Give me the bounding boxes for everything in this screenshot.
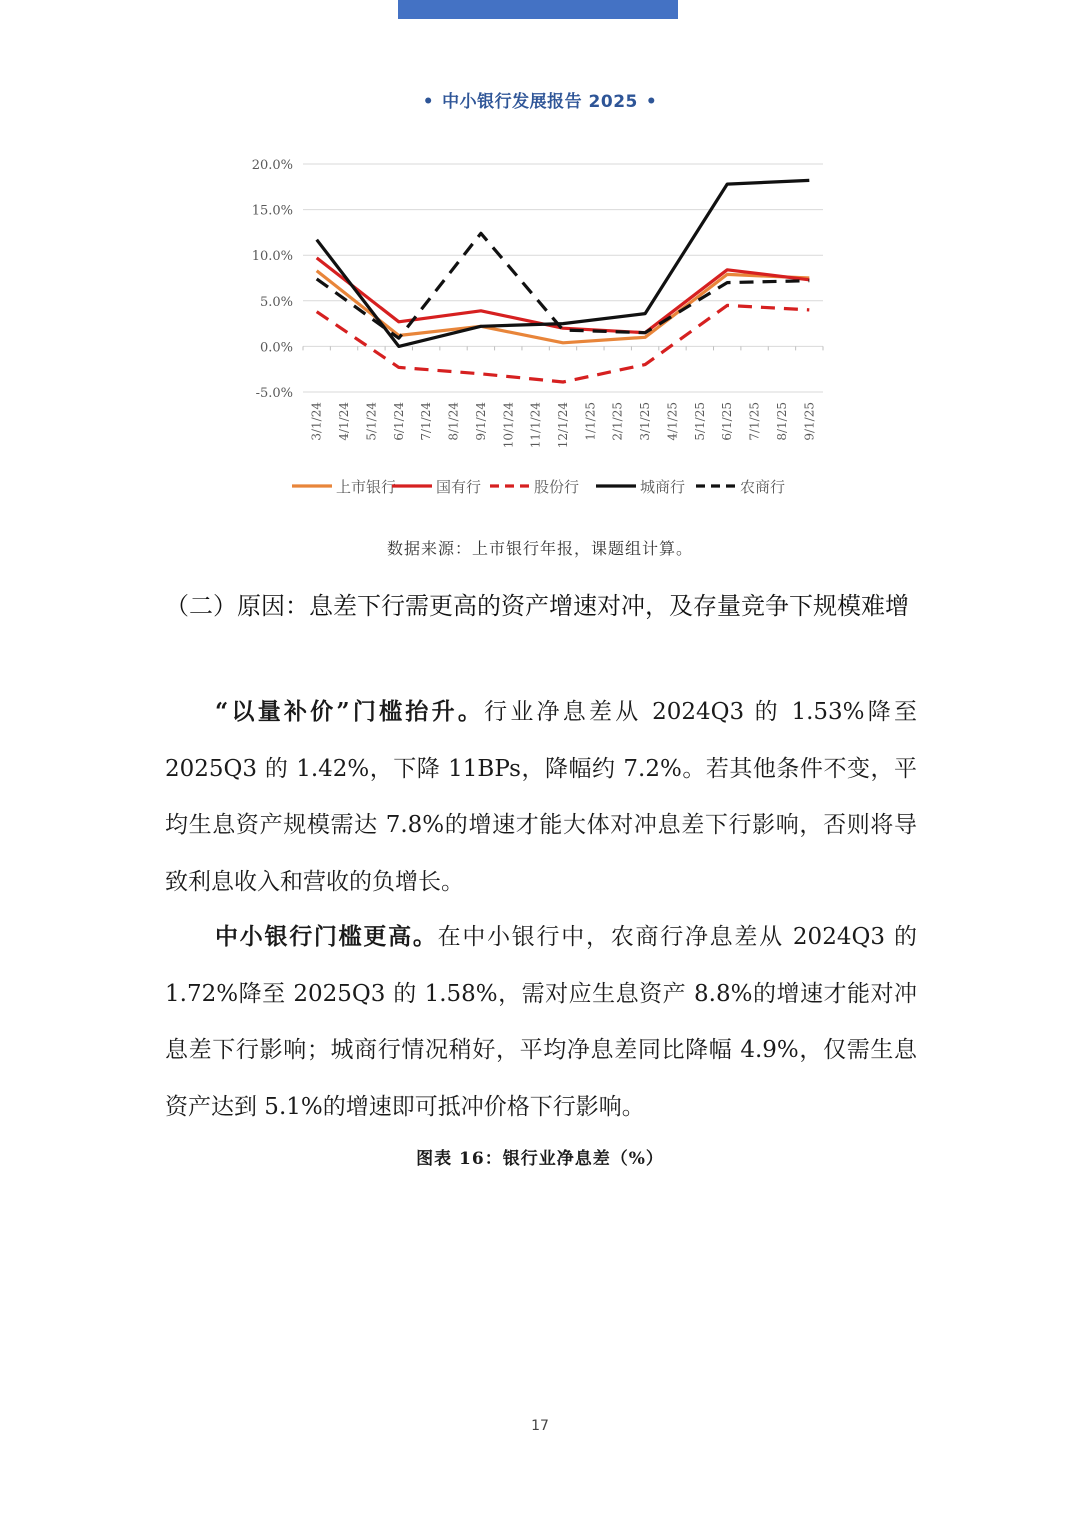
legend-label: 股份行: [534, 478, 580, 496]
x-tick-label: 7/1/24: [419, 402, 434, 441]
legend-label: 上市银行: [336, 478, 397, 496]
y-tick-label: 20.0%: [251, 158, 293, 173]
data-source-note: 数据来源：上市银行年报，课题组计算。: [386, 539, 693, 558]
y-tick-label: 15.0%: [251, 203, 293, 219]
x-tick-label: 3/1/25: [638, 402, 653, 441]
x-tick-label: 5/1/25: [692, 402, 707, 441]
header-title: 中小银行发展报告 2025: [442, 92, 638, 112]
x-tick-label: 9/1/24: [473, 402, 488, 441]
x-tick-label: 12/1/24: [556, 402, 570, 449]
x-tick-label: 6/1/25: [720, 402, 735, 441]
y-tick-label: -5.0%: [255, 386, 293, 401]
x-tick-label: 2/1/25: [610, 402, 625, 441]
series-line: [317, 180, 810, 346]
x-tick-label: 1/1/25: [583, 402, 598, 441]
series-line: [317, 258, 810, 333]
y-tick-label: 5.0%: [259, 294, 293, 310]
x-tick-label: 9/1/25: [802, 402, 817, 441]
line-chart: [240, 150, 840, 510]
paragraph-2-text: 在中小银行中，农商行净息差从 2024Q3 的 1.72%降至 2025Q3 的 1.58%，需对应生息资产 8.8%的增速才能对冲息差下行影响；城商行情况稍好，平均净息差同比降幅 4.9%，仅需生息资产达到 5.1%的增速即可抵冲价格下行影响。: [165, 924, 917, 1120]
x-tick-label: 8/1/24: [446, 402, 461, 441]
header-bullet-left: •: [422, 92, 435, 112]
x-tick-label: 4/1/25: [665, 402, 680, 441]
x-tick-label: 3/1/24: [309, 402, 324, 441]
x-tick-label: 6/1/24: [391, 402, 406, 441]
paragraph-2: [165, 909, 917, 1135]
paragraph-1: [165, 684, 917, 910]
figure-caption: 图表 16：银行业净息差（%）: [416, 1149, 664, 1169]
y-tick-label: 0.0%: [259, 340, 293, 356]
paragraph-1-text: 行业净息差从 2024Q3 的 1.53%降至 2025Q3 的 1.42%，下降 11BPs，降幅约 7.2%。若其他条件不变，平均生息资产规模需达 7.8%的增速才能大体对冲息差下行影响，否则将导致利息收入和营收的负增长。: [165, 699, 917, 895]
x-tick-label: 5/1/24: [364, 402, 379, 441]
top-accent-bar: [398, 0, 678, 19]
paragraph-2-lead: 中小银行门槛更高。: [215, 923, 438, 950]
x-tick-label: 8/1/25: [774, 402, 789, 441]
paragraph-1-lead: “以量补价”门槛抬升。: [215, 698, 485, 725]
x-tick-label: 10/1/24: [501, 402, 516, 449]
page-number: 17: [531, 1418, 549, 1434]
section-title: （二）原因：息差下行需更高的资产增速对冲，及存量竞争下规模难增: [165, 592, 909, 620]
x-tick-label: 11/1/24: [528, 402, 543, 449]
x-tick-label: 7/1/25: [747, 402, 762, 441]
legend-label: 国有行: [436, 478, 482, 496]
legend-label: 农商行: [740, 478, 786, 496]
header-bullet-right: •: [645, 92, 658, 112]
legend-label: 城商行: [640, 478, 686, 496]
x-tick-label: 4/1/24: [337, 402, 352, 441]
page-header: [0, 87, 1080, 112]
y-tick-label: 10.0%: [251, 249, 293, 265]
series-line: [317, 271, 810, 343]
